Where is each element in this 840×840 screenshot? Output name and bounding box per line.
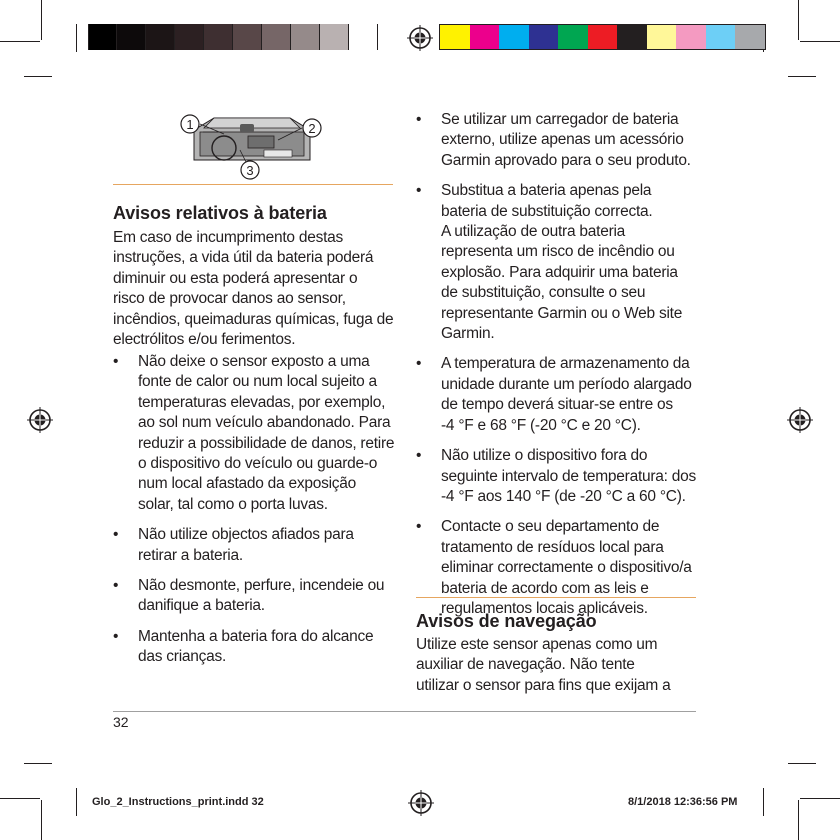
- color-swatch: [440, 25, 470, 49]
- bullet-icon: •: [416, 355, 422, 373]
- battery-warnings-list: [113, 352, 403, 678]
- grayscale-swatch: [320, 24, 349, 50]
- list-item-text: Mantenha a bateria fora do alcance das crianças.: [138, 627, 374, 666]
- color-swatch: [647, 25, 677, 49]
- list-item: [113, 627, 403, 668]
- list-item-text: A temperatura de armazenamento da unidade durante um período alargado de tempo deverá situar-se entre os -4 °F e 68 °F (-20 °C e 20 °C).: [441, 355, 692, 434]
- footer-rule: [113, 711, 696, 712]
- grayscale-swatch: [262, 24, 291, 50]
- list-item-text: Não utilize objectos afiados para retirar a bateria.: [138, 526, 354, 564]
- grayscale-swatch: [204, 24, 233, 50]
- grayscale-swatch: [291, 24, 320, 50]
- callout-3-label: 3: [246, 163, 254, 178]
- battery-warnings-intro: Em caso de incumprimento destas instruções, a vida útil da bateria poderá diminuir ou esta poderá apresentar o risco de provocar danos ao sensor, incêndios, queimaduras químicas, fuga de electrólitos e/ou ferimentos.: [113, 229, 394, 349]
- list-item: [113, 352, 403, 515]
- list-item: [416, 517, 706, 619]
- list-item-text: Não desmonte, perfure, incendeie ou danifique a bateria.: [138, 577, 385, 615]
- bullet-icon: •: [416, 518, 422, 536]
- grayscale-swatch: [146, 24, 175, 50]
- bullet-icon: •: [416, 182, 422, 200]
- callout-1-label: 1: [186, 117, 194, 132]
- registration-mark-icon: [787, 407, 813, 433]
- list-item-text: Se utilizar um carregador de bateria externo, utilize apenas um acessório Garmin aprovado para o seu produto.: [441, 111, 691, 169]
- registration-mark-icon: [407, 25, 433, 51]
- bullet-icon: •: [113, 353, 119, 370]
- callout-2-label: 2: [308, 121, 316, 136]
- color-swatch: [499, 25, 529, 49]
- bullet-icon: •: [113, 526, 119, 544]
- navigation-warnings-paragraph: Utilize este sensor apenas como um auxiliar de navegação. Não tente utilizar o sensor para fins que exijam a: [416, 636, 671, 694]
- color-swatch: [470, 25, 500, 49]
- grayscale-swatch: [175, 24, 204, 50]
- list-item: [416, 110, 706, 171]
- color-swatch: [706, 25, 736, 49]
- color-swatch: [588, 25, 618, 49]
- list-item-text: Contacte o seu departamento de tratamento de resíduos local para eliminar correctamente o dispositivo/a bateria de acordo com as leis e regulamentos locais aplicáveis.: [441, 518, 692, 617]
- color-swatch: [735, 25, 765, 49]
- list-item-text: Substitua a bateria apenas pela bateria de substituição correcta. A utilização de outra bateria representa um risco de incêndio ou explosão. Para adquirir uma bateria de substituição, consulte o seu representante Garmin ou o Web site Garmin.: [441, 182, 683, 343]
- bullet-icon: •: [416, 447, 422, 465]
- bullet-icon: •: [416, 111, 422, 128]
- section-divider: [416, 597, 696, 598]
- bullet-icon: •: [113, 577, 119, 595]
- battery-warnings-heading: Avisos relativos à bateria: [113, 203, 327, 223]
- right-warnings-list: [416, 110, 706, 629]
- slug-filename: Glo_2_Instructions_print.indd 32: [92, 796, 264, 808]
- list-item: [113, 525, 403, 566]
- process-color-bar: [439, 24, 766, 50]
- grayscale-color-bar: [88, 24, 378, 50]
- color-swatch: [617, 25, 647, 49]
- list-item-text: Não utilize o dispositivo fora do seguinte intervalo de temperatura: dos -4 °F aos 140 °F (de -20 °C a 60 °C).: [441, 447, 697, 505]
- registration-mark-icon: [408, 790, 434, 816]
- section-divider: [113, 184, 393, 185]
- slug-datetime: 8/1/2018 12:36:56 PM: [628, 796, 738, 808]
- registration-mark-icon: [27, 407, 53, 433]
- grayscale-swatch: [349, 24, 378, 50]
- list-item-text: Não deixe o sensor exposto a uma fonte de calor ou num local sujeito a temperaturas elevadas, por exemplo, ao sol num veículo abandonado. Para reduzir a possibilidade de danos, retire o dispositivo do veículo ou guarde-o num local afastado da exposição solar, tal como o porta luvas.: [138, 353, 395, 513]
- list-item: [113, 576, 403, 617]
- list-item: [416, 181, 706, 344]
- color-swatch: [529, 25, 559, 49]
- list-item: [416, 446, 706, 507]
- list-item: [416, 354, 706, 436]
- grayscale-swatch: [88, 24, 117, 50]
- grayscale-swatch: [233, 24, 262, 50]
- bullet-icon: •: [113, 627, 119, 645]
- page-number: 32: [113, 714, 129, 730]
- navigation-warnings-heading: Avisos de navegação: [416, 611, 597, 631]
- color-swatch: [676, 25, 706, 49]
- battery-compartment-illustration: [178, 110, 330, 182]
- grayscale-swatch: [117, 24, 146, 50]
- color-swatch: [558, 25, 588, 49]
